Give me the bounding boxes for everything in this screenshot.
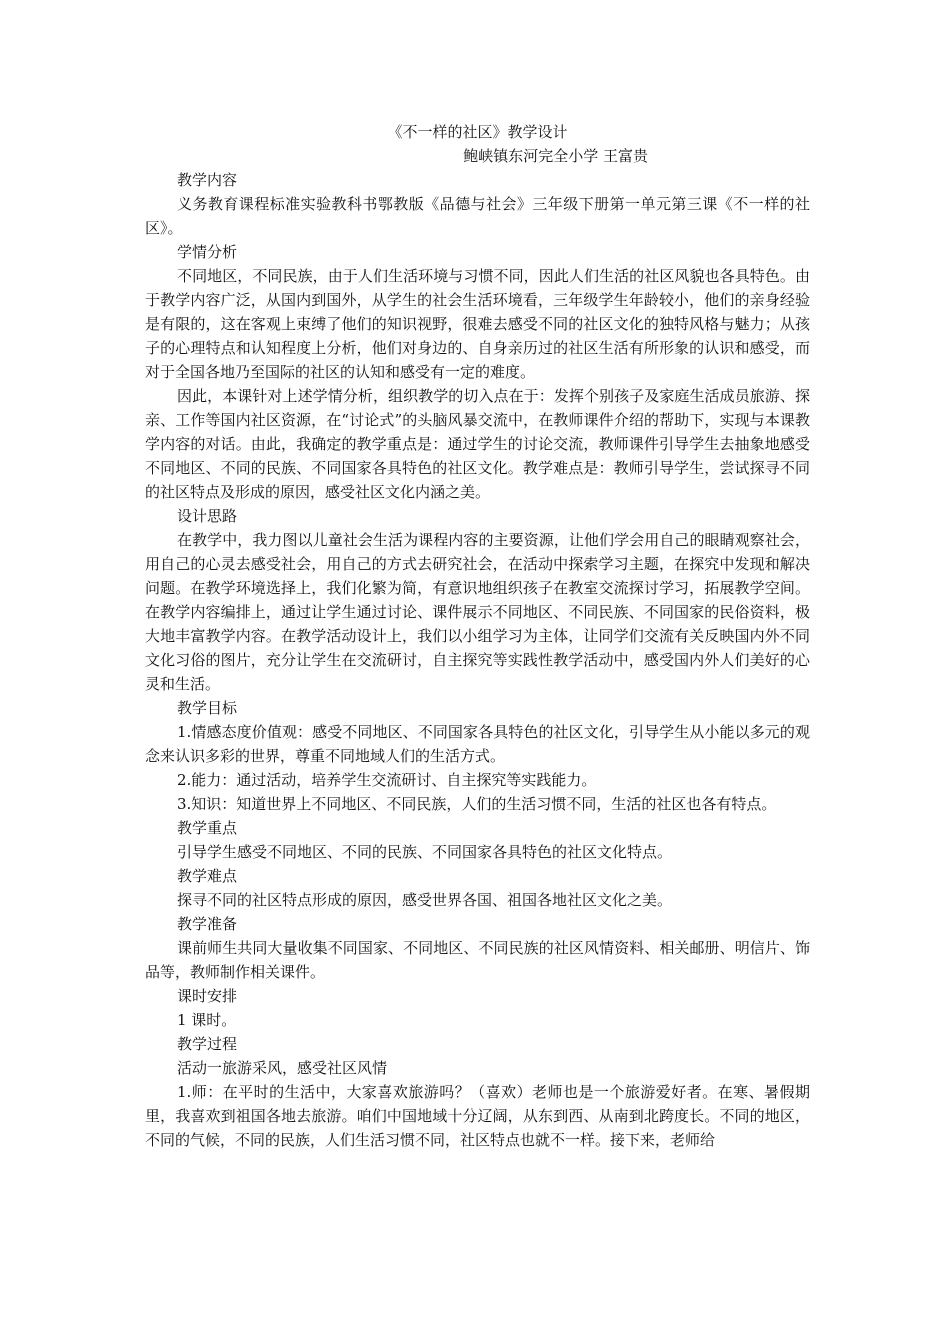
section-heading: 教学难点: [177, 867, 238, 885]
section-heading: 教学过程: [177, 1035, 238, 1053]
section-heading: 教学重点: [177, 819, 238, 837]
document-page: [145, 120, 810, 1152]
section-heading: 教学内容: [177, 171, 238, 189]
section-line: 活动一旅游采风，感受社区风情: [177, 1059, 388, 1077]
paragraph: 因此，本课针对上述学情分析，组织教学的切入点在于：发挥个别孩子及家庭生活成员旅游、探亲、工作等国内社区资源，在“讨论式”的头脑风暴交流中，在教师课件介绍的帮助下，实现与本课教学内容的对话。由此，我确定的教学重点是：通过学生的讨论交流，教师课件引导学生去抽象地感受不同地区、不同的民族、不同国家各具特色的社区文化。教学难点是：教师引导学生，尝试探寻不同的社区特点及形成的原因，感受社区文化内涵之美。: [145, 387, 810, 501]
paragraph: 3.知识：知道世界上不同地区、不同民族，人们的生活习惯不同，生活的社区也各有特点。: [177, 795, 777, 813]
section-heading: 课时安排: [177, 987, 238, 1005]
section-heading: 设计思路: [177, 507, 238, 525]
section-heading: 教学目标: [177, 699, 238, 717]
document-author: 鲍峡镇东河完全小学 王富贵: [463, 147, 648, 165]
document-title: 《不一样的社区》教学设计: [387, 123, 568, 141]
section-heading: 教学准备: [177, 915, 238, 933]
document-body: [145, 168, 810, 1152]
paragraph: 2.能力：通过活动，培养学生交流研讨、自主探究等实践能力。: [177, 771, 597, 789]
paragraph: 在教学中，我力图以儿童社会生活为课程内容的主要资源，让他们学会用自己的眼睛观察社会，用自己的心灵去感受社会，用自己的方式去研究社会，在活动中探索学习主题，在探究中发现和解决问题。在教学环境选择上，我们化繁为简，有意识地组织孩子在教室交流探讨学习，拓展教学空间。在教学内容编排上，通过让学生通过讨论、课件展示不同地区、不同民族、不同国家的民俗资料，极大地丰富教学内容。在教学活动设计上，我们以小组学习为主体，让同学们交流有关反映国内外不同文化习俗的图片，充分让学生在交流研讨，自主探究等实践性教学活动中，感受国内外人们美好的心灵和生活。: [145, 531, 810, 693]
paragraph: 1.师：在平时的生活中，大家喜欢旅游吗？（喜欢）老师也是一个旅游爱好者。在寒、暑假期里，我喜欢到祖国各地去旅游。咱们中国地域十分辽阔，从东到西、从南到北跨度长。不同的地区，不同的气候，不同的民族，人们生活习惯不同，社区特点也就不一样。接下来，老师给: [145, 1083, 810, 1149]
section-line: 探寻不同的社区特点形成的原因，感受世界各国、祖国各地社区文化之美。: [177, 891, 673, 909]
paragraph: 不同地区，不同民族，由于人们生活环境与习惯不同，因此人们生活的社区风貌也各具特色。由于教学内容广泛，从国内到国外，从学生的社会生活环境看，三年级学生年龄较小，他们的亲身经验是有限的，这在客观上束缚了他们的知识视野，很难去感受不同的社区文化的独特风格与魅力；从孩子的心理特点和认知程度上分析，他们对身边的、自身亲历过的社区生活有所形象的认识和感受，而对于全国各地乃至国际的社区的认知和感受有一定的难度。: [145, 267, 810, 381]
paragraph: 1.情感态度价值观：感受不同地区、不同国家各具特色的社区文化，引导学生从小能以多元的观念来认识多彩的世界，尊重不同地域人们的生活方式。: [145, 723, 810, 765]
section-line: 1 课时。: [177, 1011, 237, 1029]
paragraph: 课前师生共同大量收集不同国家、不同地区、不同民族的社区风情资料、相关邮册、明信片、饰品等，教师制作相关课件。: [145, 939, 810, 981]
section-line: 引导学生感受不同地区、不同的民族、不同国家各具特色的社区文化特点。: [177, 843, 673, 861]
paragraph: 义务教育课程标准实验教科书鄂教版《品德与社会》三年级下册第一单元第三课《不一样的社区》。: [145, 195, 810, 237]
section-heading: 学情分析: [177, 243, 238, 261]
